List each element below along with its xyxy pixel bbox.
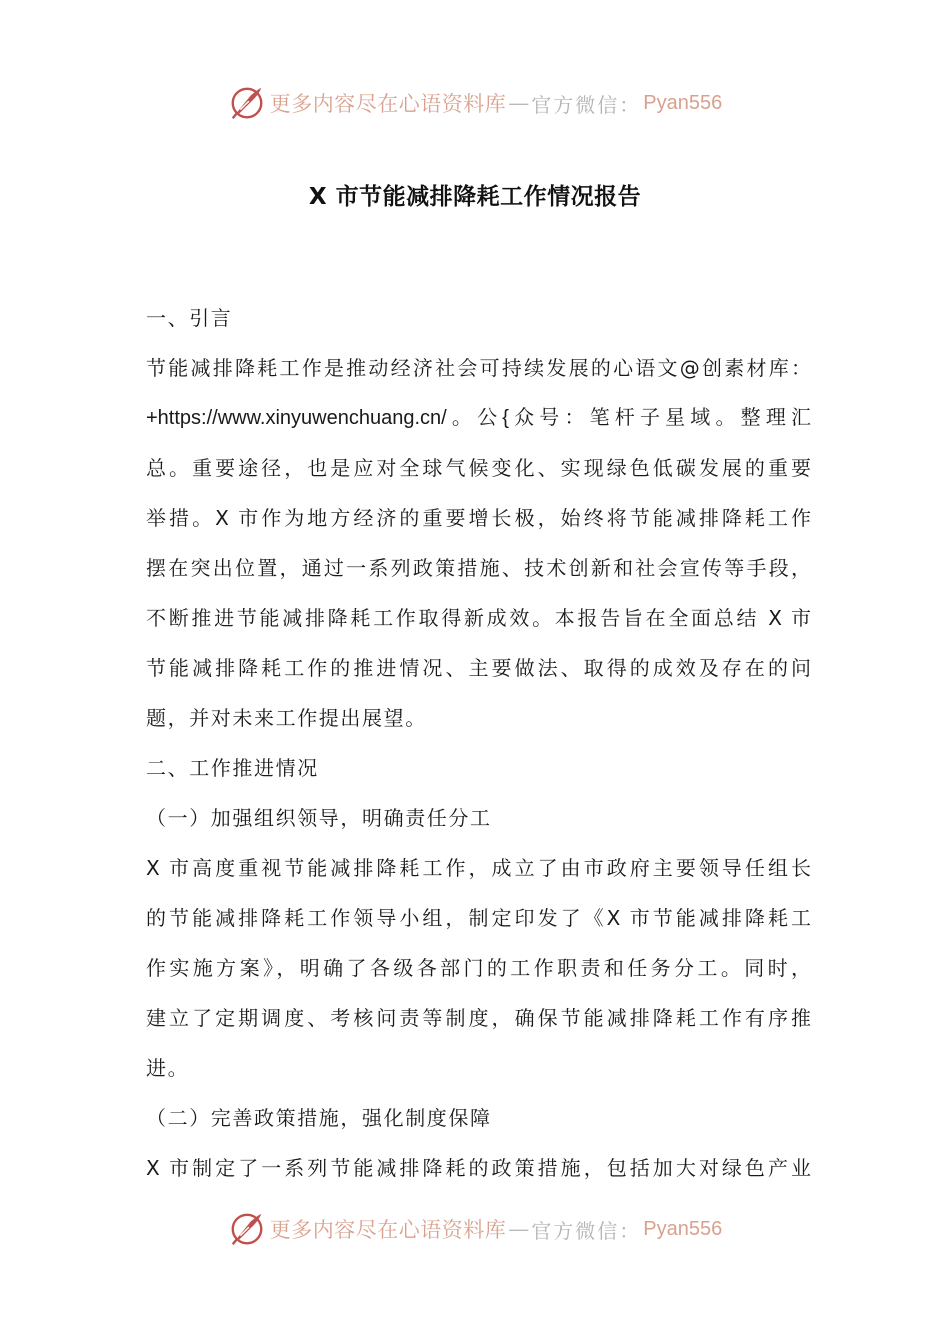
paragraph-line: 进。 — [146, 1056, 190, 1080]
subsection-heading: （二）完善政策措施，强化制度保障 — [146, 1106, 492, 1130]
watermark-wechat-label: 官方微信： — [531, 1218, 642, 1243]
watermark-brand: 更多内容尽在心语资料库 — [269, 1218, 507, 1242]
document-body — [146, 293, 811, 1193]
watermark-account: Pyan556 — [643, 1217, 723, 1240]
paragraph-line: X 市高度重视节能减排降耗工作，成立了由市政府主要领导任组长 — [146, 856, 811, 880]
paragraph-line: 节能减排降耗工作是推动经济社会可持续发展的心语文@创素材库： — [146, 356, 811, 380]
footer-watermark — [0, 1206, 950, 1252]
subsection-heading: （一）加强组织领导，明确责任分工 — [146, 806, 492, 830]
paragraph-line: 节能减排降耗工作的推进情况、主要做法、取得的成效及存在的问 — [146, 656, 811, 680]
paragraph-line: +https://www.xinyuwenchuang.cn/。公{众号：笔杆子星域。整理汇 — [146, 407, 811, 429]
paragraph-line: 不断推进节能减排降耗工作取得新成效。本报告旨在全面总结 X 市 — [146, 606, 811, 630]
header-watermark — [0, 80, 950, 126]
watermark-separator: — — [508, 91, 530, 115]
watermark-brand: 更多内容尽在心语资料库 — [269, 92, 507, 116]
section-heading: 一、引言 — [146, 306, 233, 330]
document-title: X 市节能减排降耗工作情况报告 — [308, 184, 642, 210]
paragraph-line: 摆在突出位置，通过一系列政策措施、技术创新和社会宣传等手段， — [146, 556, 811, 580]
watermark-separator: — — [508, 1217, 530, 1241]
paragraph-line: 总。重要途径，也是应对全球气候变化、实现绿色低碳发展的重要 — [146, 456, 811, 480]
paragraph-line: 建立了定期调度、考核问责等制度，确保节能减排降耗工作有序推 — [146, 1006, 811, 1030]
paragraph-line: 题，并对未来工作提出展望。 — [146, 706, 427, 730]
quill-pen-logo-icon — [228, 84, 266, 122]
paragraph-line: X 市制定了一系列节能减排降耗的政策措施，包括加大对绿色产业 — [146, 1156, 811, 1180]
section-heading: 二、工作推进情况 — [146, 756, 319, 780]
paragraph-line: 举措。X 市作为地方经济的重要增长极，始终将节能减排降耗工作 — [146, 506, 811, 530]
watermark-wechat-label: 官方微信： — [531, 92, 642, 117]
watermark-account: Pyan556 — [643, 91, 723, 114]
quill-pen-logo-icon — [228, 1210, 266, 1248]
paragraph-line: 作实施方案》，明确了各级各部门的工作职责和任务分工。同时， — [146, 956, 811, 980]
paragraph-line: 的节能减排降耗工作领导小组，制定印发了《X 市节能减排降耗工 — [146, 906, 811, 930]
